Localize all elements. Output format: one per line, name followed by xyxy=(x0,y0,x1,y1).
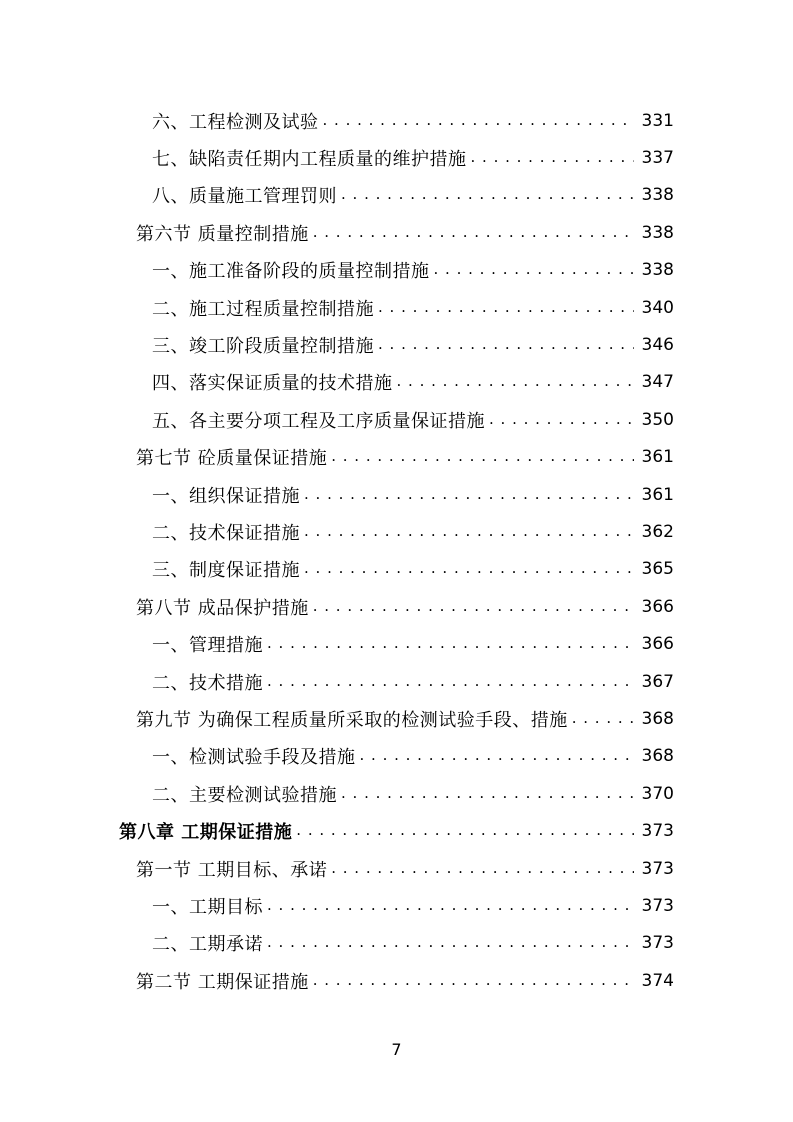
dot-leader xyxy=(304,485,634,503)
toc-entry-title: 第六节 质量控制措施 xyxy=(136,223,309,245)
toc-entry[interactable] xyxy=(0,289,674,326)
toc-chapter-entry[interactable] xyxy=(0,812,674,849)
dot-leader xyxy=(296,821,634,839)
dot-leader xyxy=(434,260,635,278)
toc-entry-title: 一、管理措施 xyxy=(152,635,263,657)
dot-leader xyxy=(313,971,634,989)
toc-entry-page: 373 xyxy=(641,821,674,842)
toc-entry-title: 三、竣工阶段质量控制措施 xyxy=(152,336,374,358)
dot-leader xyxy=(267,896,634,914)
toc-entry-page: 374 xyxy=(641,970,674,991)
dot-leader xyxy=(313,597,634,615)
toc-entry-title: 一、组织保证措施 xyxy=(152,485,300,507)
toc-entry[interactable] xyxy=(0,551,674,588)
toc-entry-title: 六、工程检测及试验 xyxy=(152,111,319,133)
toc-entry-title: 第七节 砼质量保证措施 xyxy=(136,448,328,470)
toc-entry-page: 340 xyxy=(641,297,674,318)
toc-entry-page: 361 xyxy=(641,447,674,468)
dot-leader xyxy=(360,746,635,764)
toc-entry[interactable] xyxy=(0,925,674,962)
toc-entry-title: 第二节 工期保证措施 xyxy=(136,971,309,993)
dot-leader xyxy=(397,372,635,390)
toc-entry-title: 第八章 工期保证措施 xyxy=(119,822,293,844)
toc-section-entry[interactable] xyxy=(0,214,674,251)
dot-leader xyxy=(331,859,634,877)
toc-entry-page: 346 xyxy=(641,335,674,356)
toc-entry[interactable] xyxy=(0,326,674,363)
toc-entry-page: 368 xyxy=(641,746,674,767)
toc-entry-title: 七、缺陷责任期内工程质量的维护措施 xyxy=(152,149,467,171)
toc-entry-page: 373 xyxy=(641,858,674,879)
toc-entry-page: 365 xyxy=(641,559,674,580)
dot-leader xyxy=(267,933,634,951)
toc-entry-title: 三、制度保证措施 xyxy=(152,560,300,582)
toc-entry[interactable] xyxy=(0,177,674,214)
toc-entry[interactable] xyxy=(0,401,674,438)
toc-entry-page: 373 xyxy=(641,933,674,954)
dot-leader xyxy=(572,709,634,727)
dot-leader xyxy=(331,447,634,465)
toc-entry-title: 八、质量施工管理罚则 xyxy=(152,186,337,208)
toc-entry[interactable] xyxy=(0,139,674,176)
toc-entry-title: 五、各主要分项工程及工序质量保证措施 xyxy=(152,410,485,432)
dot-leader xyxy=(378,335,634,353)
dot-leader xyxy=(489,410,634,428)
toc-section-entry[interactable] xyxy=(0,588,674,625)
toc-entry-page: 338 xyxy=(641,260,674,281)
toc-entry-page: 366 xyxy=(641,634,674,655)
dot-leader xyxy=(313,223,634,241)
dot-leader xyxy=(471,148,635,166)
toc-entry[interactable] xyxy=(0,663,674,700)
toc-entry-title: 一、检测试验手段及措施 xyxy=(152,747,356,769)
dot-leader xyxy=(267,672,634,690)
toc-entry[interactable] xyxy=(0,513,674,550)
toc-section-entry[interactable] xyxy=(0,439,674,476)
dot-leader xyxy=(323,111,635,129)
toc-entry-page: 331 xyxy=(641,110,674,131)
toc-entry-page: 338 xyxy=(641,222,674,243)
toc-section-entry[interactable] xyxy=(0,700,674,737)
toc-entry-title: 二、主要检测试验措施 xyxy=(152,784,337,806)
toc-section-entry[interactable] xyxy=(0,850,674,887)
dot-leader xyxy=(304,522,634,540)
toc-entry-page: 367 xyxy=(641,671,674,692)
dot-leader xyxy=(304,559,634,577)
toc-entry-page: 337 xyxy=(641,148,674,169)
toc-entry-page: 362 xyxy=(641,521,674,542)
toc-section-entry[interactable] xyxy=(0,962,674,999)
toc-entry-page: 347 xyxy=(641,372,674,393)
toc-entry-page: 373 xyxy=(641,895,674,916)
page-number: 7 xyxy=(391,1040,402,1059)
toc-entry-page: 366 xyxy=(641,596,674,617)
toc-entry-title: 四、落实保证质量的技术措施 xyxy=(152,373,393,395)
toc-entry-title: 第八节 成品保护措施 xyxy=(136,597,309,619)
dot-leader xyxy=(341,784,634,802)
toc-entry-page: 370 xyxy=(641,783,674,804)
toc-entry[interactable] xyxy=(0,738,674,775)
dot-leader xyxy=(378,298,634,316)
toc-entry-title: 二、技术保证措施 xyxy=(152,522,300,544)
toc-entry[interactable] xyxy=(0,625,674,662)
toc-entry-title: 第一节 工期目标、承诺 xyxy=(136,859,328,881)
toc-entry[interactable] xyxy=(0,476,674,513)
dot-leader xyxy=(267,634,634,652)
toc-entry[interactable] xyxy=(0,364,674,401)
dot-leader xyxy=(341,185,634,203)
toc-entry-title: 二、工期承诺 xyxy=(152,934,263,956)
toc-entry[interactable] xyxy=(0,102,674,139)
toc-entry[interactable] xyxy=(0,252,674,289)
toc-entry-title: 二、施工过程质量控制措施 xyxy=(152,298,374,320)
table-of-contents xyxy=(0,102,793,999)
toc-entry[interactable] xyxy=(0,887,674,924)
toc-entry-title: 二、技术措施 xyxy=(152,672,263,694)
toc-entry[interactable] xyxy=(0,775,674,812)
toc-entry-page: 338 xyxy=(641,185,674,206)
toc-entry-page: 361 xyxy=(641,484,674,505)
toc-entry-title: 第九节 为确保工程质量所采取的检测试验手段、措施 xyxy=(136,709,568,731)
toc-entry-title: 一、工期目标 xyxy=(152,896,263,918)
toc-entry-title: 一、施工准备阶段的质量控制措施 xyxy=(152,261,430,283)
toc-entry-page: 368 xyxy=(641,708,674,729)
toc-entry-page: 350 xyxy=(641,409,674,430)
